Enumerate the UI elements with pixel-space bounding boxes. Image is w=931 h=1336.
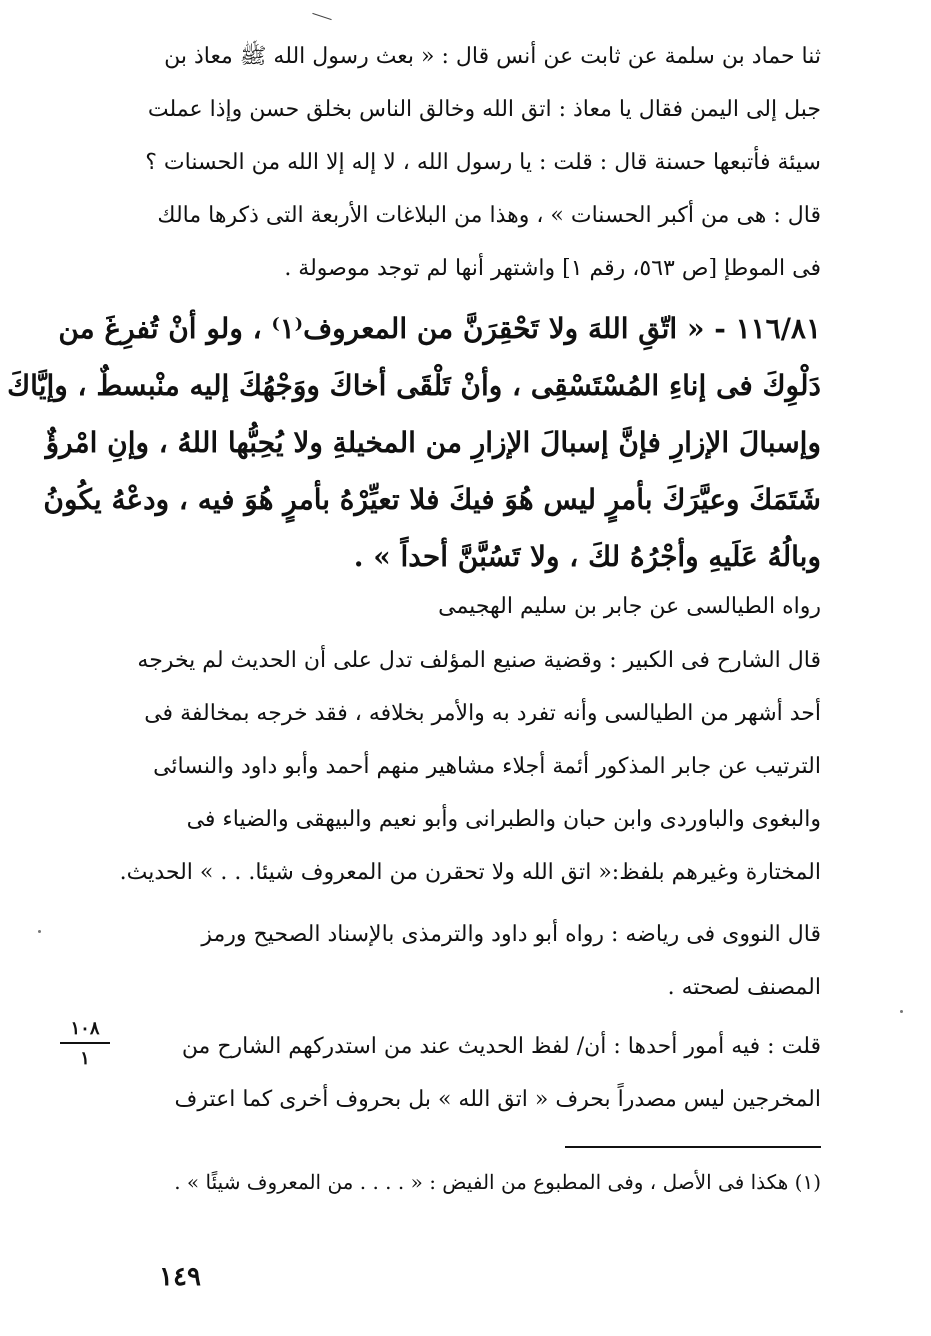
text-line: ثنا حماد بن سلمة عن ثابت عن أنس قال : « بعث رسول الله ﷺ معاذ بن <box>164 44 821 69</box>
margin-reference <box>60 1016 110 1074</box>
text-line: فى الموطإ [ص ٥٦٣، رقم ١] واشتهر أنها لم توجد موصولة . <box>284 256 821 281</box>
hadith-line: ١١٦/٨١ - « اتّقِ اللهَ ولا تَحْقِرَنَّ من المعروف⁽١⁾ ، ولو أنْ تُفرِغَ من <box>58 312 821 345</box>
hadith-line: وإسبالَ الإزارِ فإنَّ إسبالَ الإزارِ من المخيلةِ ولا يُحِبُّها اللهُ ، وإنِ امْرؤٌ <box>45 426 821 459</box>
hadith-text <box>7 300 821 585</box>
text-line: قال النووى فى رياضه : رواه أبو داود والترمذى بالإسناد الصحيح ورمز <box>201 922 821 947</box>
text-line: المصنف لصحته . <box>667 975 821 1000</box>
narration-text: رواه الطيالسى عن جابر بن سليم الهجيمى <box>438 594 821 619</box>
text-line: المخرجين ليس مصدراً بحرف « اتق الله » بل بحروف أخرى كما اعترف <box>174 1087 821 1112</box>
scan-speck <box>38 930 41 933</box>
qultu-paragraph <box>105 1020 821 1126</box>
text-line: المختارة وغيرهم بلفظ:« اتق الله ولا تحقرن من المعروف شيئا. . . » الحديث. <box>119 860 821 885</box>
scan-mark <box>312 13 331 20</box>
footnote-separator <box>565 1146 821 1148</box>
hadith-line: وبالُهُ عَلَيهِ وأجْرُهُ لكَ ، ولا تَسُبَّنَّ أحداً » . <box>353 540 821 573</box>
text-line: أحد أشهر من الطيالسى وأنه تفرد به والأمر بخلافه ، فقد خرجه بمخالفة فى <box>144 701 821 726</box>
margin-reference-numerator: ١٠٨ <box>60 1016 110 1044</box>
hadith-line: شَتَمَكَ وعيَّرَكَ بأمرٍ ليس هُوَ فيكَ فلا تعيِّرْهُ بأمرٍ هُوَ فيه ، ودعْهُ يكُونُ <box>43 483 821 516</box>
text-line: والبغوى والباوردى وابن حبان والطبرانى وأبو نعيم والبيهقى والضياء فى <box>186 807 821 832</box>
narration-line <box>300 580 821 633</box>
nawawi-paragraph <box>105 908 821 1014</box>
text-line: سيئة فأتبعها حسنة قال : قلت : يا رسول الله ، لا إله إلا الله من الحسنات ؟ <box>145 150 821 175</box>
intro-paragraph <box>105 30 821 295</box>
hadith-line: دَلْوِكَ فى إناءِ المُسْتَسْقِى ، وأنْ تَلْقَى أخاكَ ووَجْهُكَ إليه منْبسطٌ ، وإيَّاكَ <box>7 369 821 402</box>
page-number: ١٤٩ <box>159 1262 201 1292</box>
margin-reference-denominator: ١ <box>80 1048 90 1069</box>
text-line: قلت : فيه أمور أحدها : أن/ لفظ الحديث عند من استدركهم الشارح من <box>181 1034 821 1059</box>
text-line: الترتيب عن جابر المذكور أئمة أجلاء مشاهير منهم أحمد وأبو داود والنسائى <box>153 754 821 779</box>
footnote: (١) هكذا فى الأصل ، وفى المطبوع من الفيض : « . . . . من المعروف شيئًا » . <box>174 1170 821 1194</box>
text-line: جبل إلى اليمن فقال يا معاذ : اتق الله وخالق الناس بخلق حسن وإذا عملت <box>147 97 821 122</box>
text-line: قال الشارح فى الكبير : وقضية صنيع المؤلف تدل على أن الحديث لم يخرجه <box>137 648 821 673</box>
scan-speck <box>900 1010 903 1013</box>
text-line: قال : هى من أكبر الحسنات » ، وهذا من البلاغات الأربعة التى ذكرها مالك <box>157 203 821 228</box>
commentary-paragraph <box>105 634 821 899</box>
